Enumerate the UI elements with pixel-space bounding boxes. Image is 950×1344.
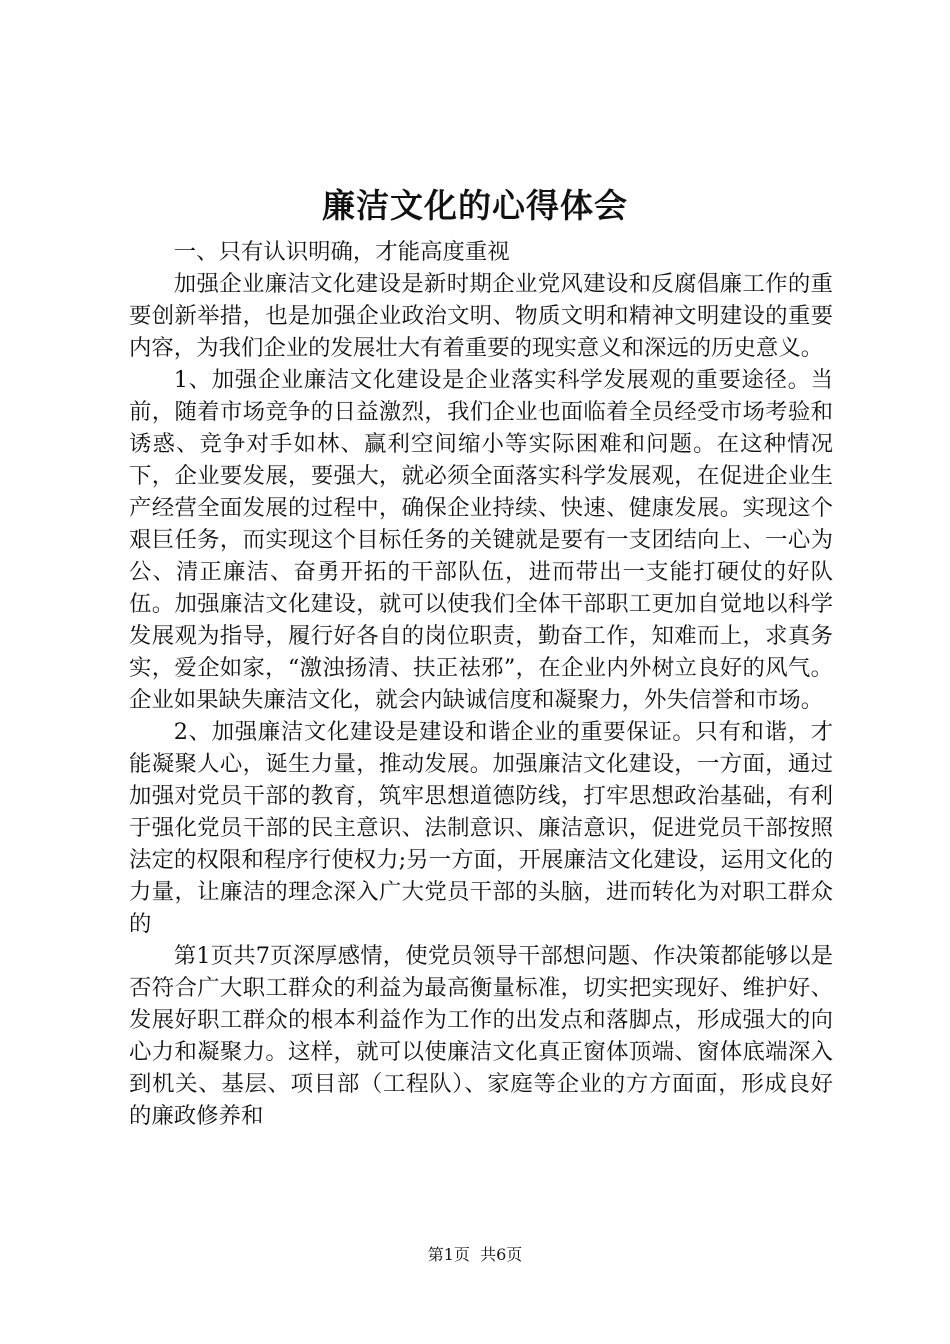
paragraph-continued: 第1页共7页深厚感情，使党员领导干部想问题、作决策都能够以是否符合广大职工群众的利益为最高衡量标准，切实把实现好、维护好、发展好职工群众的根本利益作为工作的出发点和落脚点，形成强大的向心力和凝聚力。这样，就可以使廉洁文化真正窗体顶端、窗体底端深入到机关、基层、项目部（工程队）、家庭等企业的方方面面，形成良好的廉政修养和 (129, 943, 833, 1129)
section-heading-1: 一、只有认识明确，才能高度重视 (173, 239, 510, 265)
document-body (129, 236, 833, 1132)
page-total: 共6页 (480, 1245, 523, 1264)
page-footer (0, 1245, 950, 1265)
paragraph-point-2: 2、加强廉洁文化建设是建设和谐企业的重要保证。只有和谐，才能凝聚人心，诞生力量，推动发展。加强廉洁文化建设，一方面，通过加强对党员干部的教育，筑牢思想道德防线，打牢思想政治基础，有利于强化党员干部的民主意识、法制意识、廉洁意识，促进党员干部按照法定的权限和程序行使权力;另一方面，开展廉洁文化建设，运用文化的力量，让廉洁的理念深入广大党员干部的头脑，进而转化为对职工群众的 (129, 719, 833, 937)
page-number: 第1页 (427, 1245, 470, 1264)
paragraph-point-1: 1、加强企业廉洁文化建设是企业落实科学发展观的重要途径。当前，随着市场竞争的日益激烈，我们企业也面临着全员经受市场考验和诱惑、竞争对手如林、赢利空间缩小等实际困难和问题。在这种情况下，企业要发展，要强大，就必须全面落实科学发展观，在促进企业生产经营全面发展的过程中，确保企业持续、快速、健康发展。实现这个艰巨任务，而实现这个目标任务的关键就是要有一支团结向上、一心为公、清正廉洁、奋勇开拓的干部队伍，进而带出一支能打硬仗的好队伍。加强廉洁文化建设，就可以使我们全体干部职工更加自觉地以科学发展观为指导，履行好各自的岗位职责，勤奋工作，知难而上，求真务实，爱企如家，“激浊扬清、扶正祛邪”，在企业内外树立良好的风气。企业如果缺失廉洁文化，就会内缺诚信度和凝聚力，外失信誉和市场。 (129, 367, 833, 713)
document-title: 廉洁文化的心得体会 (322, 186, 628, 225)
paragraph-intro: 加强企业廉洁文化建设是新时期企业党风建设和反腐倡廉工作的重要创新举措，也是加强企业政治文明、物质文明和精神文明建设的重要内容，为我们企业的发展壮大有着重要的现实意义和深远的历史意义。 (129, 271, 833, 361)
